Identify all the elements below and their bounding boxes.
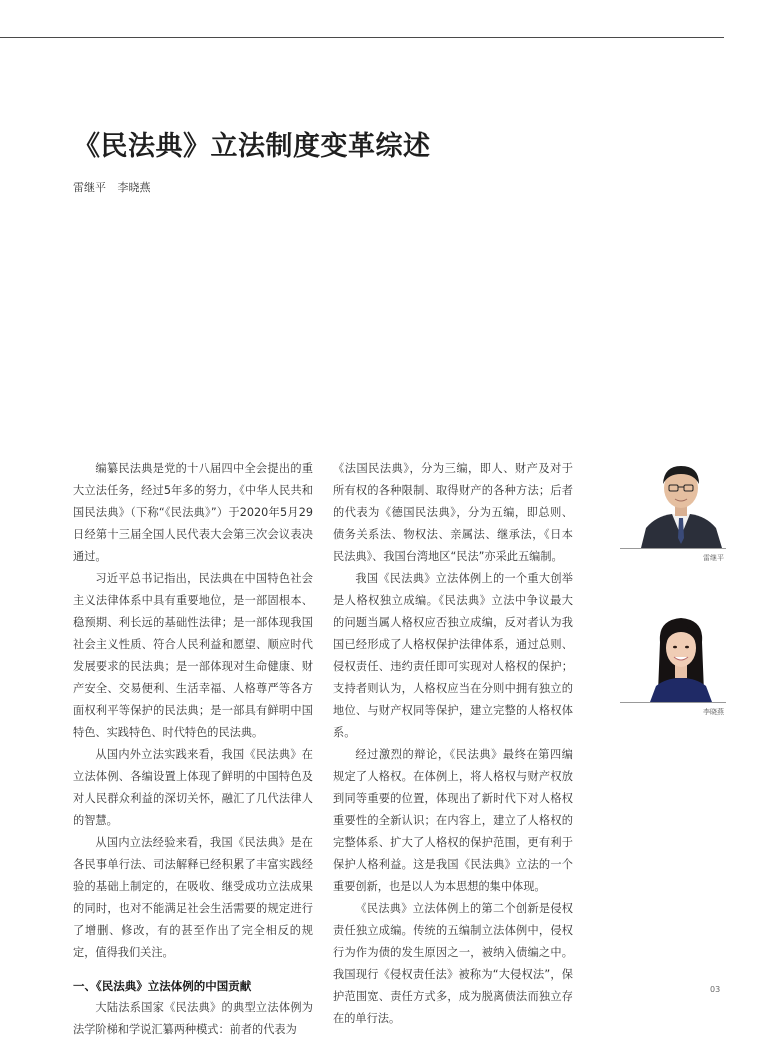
paragraph: 我国《民法典》立法体例上的一个重大创举是人格权独立成编。《民法典》立法中争议最大的问题当属人格权应否独立成编，反对者认为我国已经形成了人格权保护法律体系，通过总则、侵权责任、违约责任即可实现对人格权的保护；支持者则认为，人格权应当在分则中拥有独立的地位、与财产权同等保护，建立完整的人格权体系。 — [333, 572, 573, 739]
article-title: 《民法典》立法制度变革综述 — [73, 131, 431, 162]
author-line — [73, 179, 151, 195]
photo-divider — [620, 548, 726, 549]
photo-caption: 李晓燕 — [703, 708, 724, 716]
top-rule — [0, 37, 724, 38]
right-column — [333, 458, 573, 1030]
author-photo-lei — [636, 458, 726, 548]
paragraph: 经过激烈的辩论，《民法典》最终在第四编规定了人格权。在体例上，将人格权与财产权放到同等重要的位置，体现出了新时代下对人格权重要性的全新认识；在内容上，建立了人格权的完整体系、扩大了人格权的保护范围，更有利于保护人格利益。这是我国《民法典》立法的一个重要创新，也是以人为本思想的集中体现。 — [333, 748, 573, 893]
paragraph: 习近平总书记指出，民法典在中国特色社会主义法律体系中具有重要地位，是一部固根本、稳预期、利长远的基础性法律；是一部体现我国社会主义性质、符合人民利益和愿望、顺应时代发展要求的民法典；是一部体现对生命健康、财产安全、交易便利、生活幸福、人格尊严等各方面权利平等保护的民法典；是一部具有鲜明中国特色、实践特色、时代特色的民法典。 — [73, 572, 313, 739]
page-number: 03 — [710, 985, 721, 994]
portrait-woman-icon — [636, 612, 726, 702]
paragraph: 从国内立法经验来看，我国《民法典》是在各民事单行法、司法解释已经积累了丰富实践经验的基础上制定的，在吸收、继受成功立法成果的同时，也对不能满足社会生活需要的规定进行了增删、修改，有的甚至作出了完全相反的规定，值得我们关注。 — [73, 836, 313, 959]
section-heading: 一、《民法典》立法体例的中国贡献 — [73, 979, 252, 993]
paragraph: 编纂民法典是党的十八届四中全会提出的重大立法任务，经过5年多的努力，《中华人民共和国民法典》（下称“《民法典》”）于2020年5月29日经第十三届全国人民代表大会第三次会议表决通过。 — [73, 462, 313, 563]
photo-divider — [620, 702, 726, 703]
left-column — [73, 458, 313, 1041]
author-name: 李晓燕 — [117, 181, 151, 194]
paragraph: 《法国民法典》，分为三编，即人、财产及对于所有权的各种限制、取得财产的各种方法；后者的代表为《德国民法典》，分为五编，即总则、债务关系法、物权法、亲属法、继承法，《日本民法典》、我国台湾地区“民法”亦采此五编制。 — [333, 462, 573, 563]
paragraph: 《民法典》立法体例上的第二个创新是侵权责任独立成编。传统的五编制立法体例中，侵权行为作为债的发生原因之一，被纳入债编之中。我国现行《侵权责任法》被称为“大侵权法”，保护范围宽、责任方式多，成为脱离债法而独立存在的单行法。 — [333, 902, 573, 1025]
paragraph: 大陆法系国家《民法典》的典型立法体例为法学阶梯和学说汇纂两种模式：前者的代表为 — [73, 1001, 313, 1036]
portrait-man-icon — [636, 458, 726, 548]
author-photo-li — [636, 612, 726, 702]
author-name: 雷继平 — [73, 181, 106, 194]
spacer — [73, 964, 313, 975]
paragraph: 从国内外立法实践来看，我国《民法典》在立法体例、各编设置上体现了鲜明的中国特色及对人民群众利益的深切关怀，融汇了几代法律人的智慧。 — [73, 748, 313, 827]
photo-caption: 雷继平 — [703, 554, 724, 562]
